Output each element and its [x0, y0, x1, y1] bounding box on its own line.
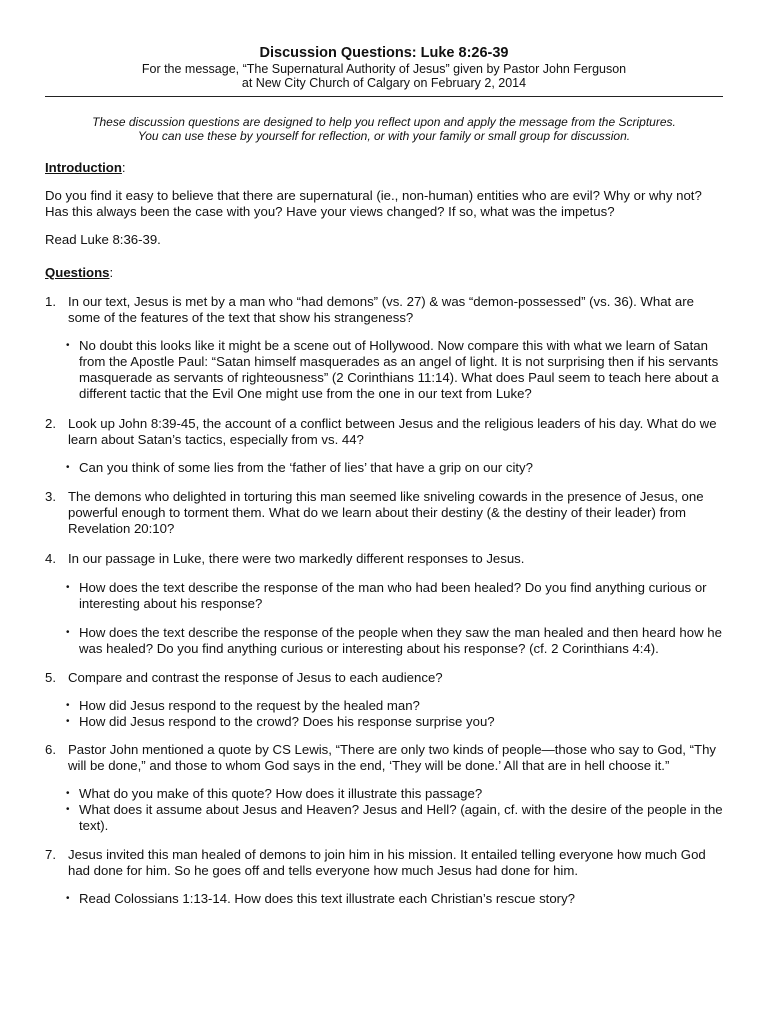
question-number: 5. [45, 670, 56, 685]
introduction-paragraph: Do you find it easy to believe that there are supernatural (ie., non-human) entities who are evil? Why or why not? Has this always been the case with you? Have your views changed? If so, what was the impetus? [45, 188, 702, 219]
questions-heading: Questions: [45, 265, 114, 280]
sub-question-item [45, 891, 723, 907]
header-divider [45, 96, 723, 97]
question-text: Pastor John mentioned a quote by CS Lewis, “There are only two kinds of people—those who say to God, “Thy will be done,” and those to whom God says in the end, ‘They will be done.’ All that are in hell choose it.” [68, 742, 716, 773]
bullet-icon: • [66, 788, 70, 799]
questions-heading-text: Questions [45, 265, 110, 280]
bullet-icon: • [66, 340, 70, 351]
sub-question-item [45, 338, 723, 402]
sub-question-item [45, 580, 723, 612]
question-number: 4. [45, 551, 56, 566]
question-number: 1. [45, 294, 56, 309]
bullet-icon: • [66, 716, 70, 727]
question-text: Jesus invited this man healed of demons to join him in his mission. It entailed telling everyone how much God had done for him. So he goes off and tells everyone how much Jesus had done for him. [68, 847, 706, 878]
bullet-icon: • [66, 462, 70, 473]
sub-question-list [45, 580, 723, 657]
bullet-icon: • [66, 700, 70, 711]
question-item [45, 742, 723, 774]
subtitle-line-1: For the message, “The Supernatural Authority of Jesus” given by Pastor John Ferguson [141, 62, 627, 76]
questions-list [45, 294, 723, 907]
question-number: 3. [45, 489, 56, 504]
question-text: Compare and contrast the response of Jesus to each audience? [68, 670, 443, 685]
question-item [45, 294, 723, 326]
sub-question-item [45, 786, 723, 802]
question-text: In our text, Jesus is met by a man who “had demons” (vs. 27) & was “demon-possessed” (vs. 36). What are some of the features of the text that show his strangeness? [68, 294, 694, 325]
question-item [45, 551, 723, 567]
question-text: Look up John 8:39-45, the account of a conflict between Jesus and the religious leaders of his day. What do we learn about Satan’s tactics, especially from vs. 44? [68, 416, 717, 447]
sub-question-text: How did Jesus respond to the crowd? Does his response surprise you? [79, 714, 495, 729]
intro-note-line-2: You can use these by yourself for reflection, or with your family or small group for discussion. [137, 129, 631, 143]
sub-question-text: How does the text describe the response of the man who had been healed? Do you find anything curious or interesting about his response? [79, 580, 707, 611]
sub-question-text: How did Jesus respond to the request by the healed man? [79, 698, 420, 713]
page-title: Discussion Questions: Luke 8:26-39 [259, 45, 509, 61]
bullet-icon: • [66, 627, 70, 638]
question-item [45, 416, 723, 448]
subtitle-line-2: at New City Church of Calgary on February 2, 2014 [241, 76, 527, 90]
sub-question-item [45, 460, 723, 476]
sub-question-text: What does it assume about Jesus and Heaven? Jesus and Hell? (again, cf. with the desire of the people in the text). [79, 802, 723, 833]
introduction-heading-text: Introduction [45, 160, 122, 175]
sub-question-item [45, 698, 723, 714]
sub-question-text: How does the text describe the response of the people when they saw the man healed and then heard how he was healed? Do you find anything curious or interesting about his response? (cf. 2 Corinthians 4:4). [79, 625, 722, 656]
bullet-icon: • [66, 582, 70, 593]
sub-question-list [45, 698, 723, 730]
intro-note [45, 115, 723, 143]
sub-question-text: Read Colossians 1:13-14. How does this text illustrate each Christian’s rescue story? [79, 891, 575, 906]
sub-question-text: No doubt this looks like it might be a scene out of Hollywood. Now compare this with what we learn of Satan from the Apostle Paul: “Satan himself masquerades as an angel of light. It is not surprising then if his servants masquerade as servants of righteousness” (2 Corinthians 11:14). What does Paul seem to teach here about a different tactic that the Evil One might use from the one in our text from Luke? [79, 338, 719, 401]
question-text: The demons who delighted in torturing this man seemed like sniveling cowards in the presence of Jesus, one powerful enough to torment them. What do we learn about their destiny (& the destiny of their leader) from Revelation 20:10? [68, 489, 704, 536]
sub-question-item [45, 714, 723, 730]
introduction-heading: Introduction: [45, 160, 126, 175]
sub-question-list [45, 460, 723, 476]
sub-question-list [45, 891, 723, 907]
bullet-icon: • [66, 893, 70, 904]
question-number: 6. [45, 742, 56, 757]
question-item [45, 670, 723, 686]
question-number: 7. [45, 847, 56, 862]
sub-question-item [45, 625, 723, 657]
sub-question-text: What do you make of this quote? How does it illustrate this passage? [79, 786, 483, 801]
question-item [45, 847, 723, 879]
bullet-icon: • [66, 804, 70, 815]
sub-question-list [45, 338, 723, 402]
reading-instruction: Read Luke 8:36-39. [45, 232, 161, 247]
question-number: 2. [45, 416, 56, 431]
sub-question-item [45, 802, 723, 834]
intro-note-line-1: These discussion questions are designed to help you reflect upon and apply the message from the Scriptures. [92, 115, 676, 129]
question-item [45, 489, 723, 537]
question-text: In our passage in Luke, there were two markedly different responses to Jesus. [68, 551, 525, 566]
sub-question-text: Can you think of some lies from the ‘father of lies’ that have a grip on our city? [79, 460, 533, 475]
sub-question-list [45, 786, 723, 834]
